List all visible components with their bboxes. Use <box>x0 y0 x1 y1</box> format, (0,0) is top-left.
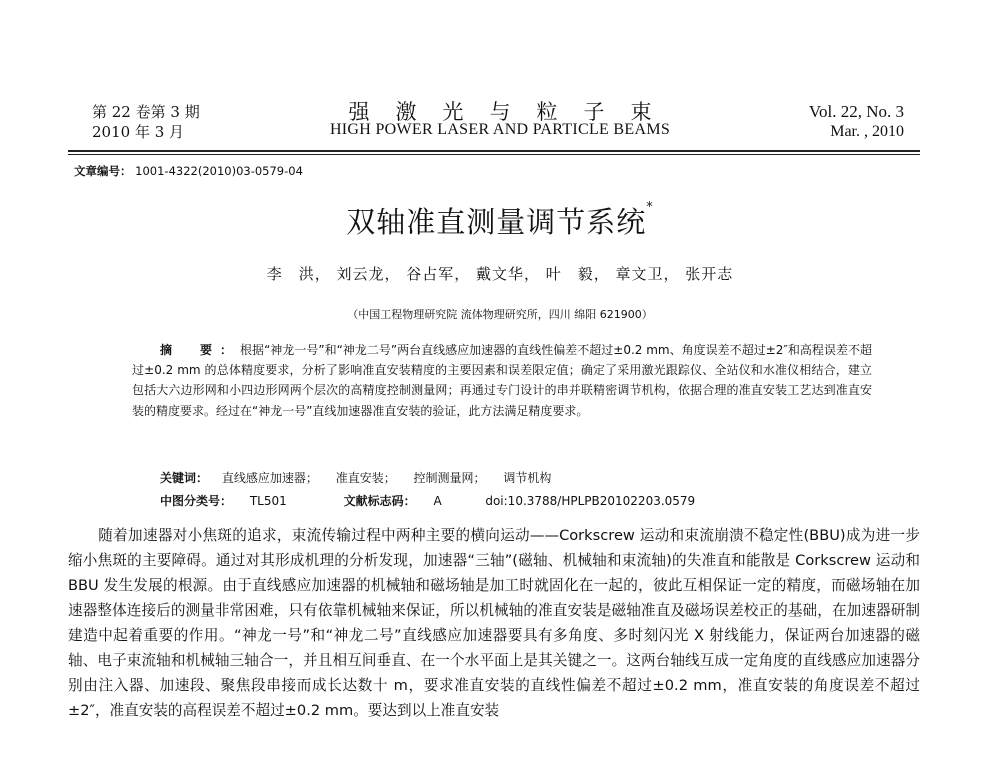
keyword: 控制测量网； <box>413 471 486 485</box>
header-rule-thick <box>68 150 920 152</box>
doi: doi:10.3788/HPLPB20102203.0579 <box>485 494 696 508</box>
date-cn: 2010 年 3 月 <box>92 123 185 141</box>
body-paragraph-text: 随着加速器对小焦斑的追求，束流传输过程中两种主要的横向运动——Corkscrew 运动和束流崩溃不稳定性(BBU)成为进一步缩小焦斑的主要障碍。通过对其形成机理的分析发现，加速器“三轴”(磁轴、机械轴和束流轴)的失准直和能散是 Corkscrew 运动和 BBU 发生发展的根源。由于直线感应加速器的机械轴和磁场轴是加工时就固化在一起的，彼此互相保证一定的精度，而磁场轴在加速器整体连接后的测量非常困难，只有依靠机械轴来保证，所以机械轴的准直安装是磁轴准直及磁场误差校正的基础，在加速器研制建造中起着重要的作用。“神龙一号”和“神龙二号”直线感应加速器要具有多角度、多时刻闪光 X 射线能力，保证两台加速器的磁轴、电子束流轴和机械轴三轴合一，并且相互间垂直、在一个水平面上是其关键之一。这两台轴线互成一定角度的直线感应加速器分别由注入器、加速段、聚焦段串接而成长达数十 m，要求准直安装的直线性偏差不超过±0.2 mm，准直安装的角度误差不超过±2″，准直安装的高程误差不超过±0.2 mm。要达到以上准直安装 <box>68 527 920 719</box>
article-number-value: 1001-4322(2010)03-0579-04 <box>135 164 303 178</box>
volume-issue-cn: 第 22 卷第 3 期 <box>92 103 200 121</box>
classification-line <box>160 492 695 509</box>
journal-title-cn: 强激光与粒子束 <box>348 100 678 124</box>
doc-code: A <box>433 494 442 508</box>
abstract <box>132 340 872 421</box>
author-list: 李 洪， 刘云龙， 谷占军， 戴文华， 叶 毅， 章文卫， 张开志 <box>266 265 734 283</box>
article-number <box>74 163 303 179</box>
article-number-label: 文章编号： <box>74 164 132 178</box>
body-paragraph <box>68 523 920 723</box>
keyword: 准直安装； <box>335 471 396 485</box>
clc-label: 中图分类号： <box>160 494 233 508</box>
title-footnote-mark: * <box>646 200 654 215</box>
header-rule-thin <box>68 154 920 155</box>
affiliation: （中国工程物理研究院 流体物理研究所，四川 绵阳 621900） <box>347 308 653 321</box>
keywords-label: 关键词： <box>160 471 209 485</box>
paper-title <box>0 200 1000 241</box>
date-en: Mar. , 2010 <box>830 123 904 140</box>
keyword: 直线感应加速器； <box>221 471 318 485</box>
volume-issue-en: Vol. 22, No. 3 <box>808 102 904 121</box>
journal-title-en: HIGH POWER LASER AND PARTICLE BEAMS <box>329 121 671 138</box>
abstract-label: 摘 要： <box>160 343 241 357</box>
keywords <box>160 469 565 486</box>
doc-code-label: 文献标志码： <box>343 494 416 508</box>
abstract-text: 根据“神龙一号”和“神龙二号”两台直线感应加速器的直线性偏差不超过±0.2 mm、角度误差不超过±2″和高程误差不超过±0.2 mm 的总体精度要求，分析了影响准直安装精度的主要因素和误差限定值；确定了采用激光跟踪仪、全站仪和水准仪相结合，建立包括大六边形网和小四边形网两个层次的高精度控制测量网；再通过专门设计的串并联精密调节机构，依据合理的准直安装工艺达到准直安装的精度要求。经过在“神龙一号”直线加速器准直安装的验证，此方法满足精度要求。 <box>132 343 872 418</box>
paper-title-text: 双轴准直测量调节系统 <box>346 205 647 239</box>
clc-code: TL501 <box>249 494 287 508</box>
keyword: 调节机构 <box>503 471 552 485</box>
